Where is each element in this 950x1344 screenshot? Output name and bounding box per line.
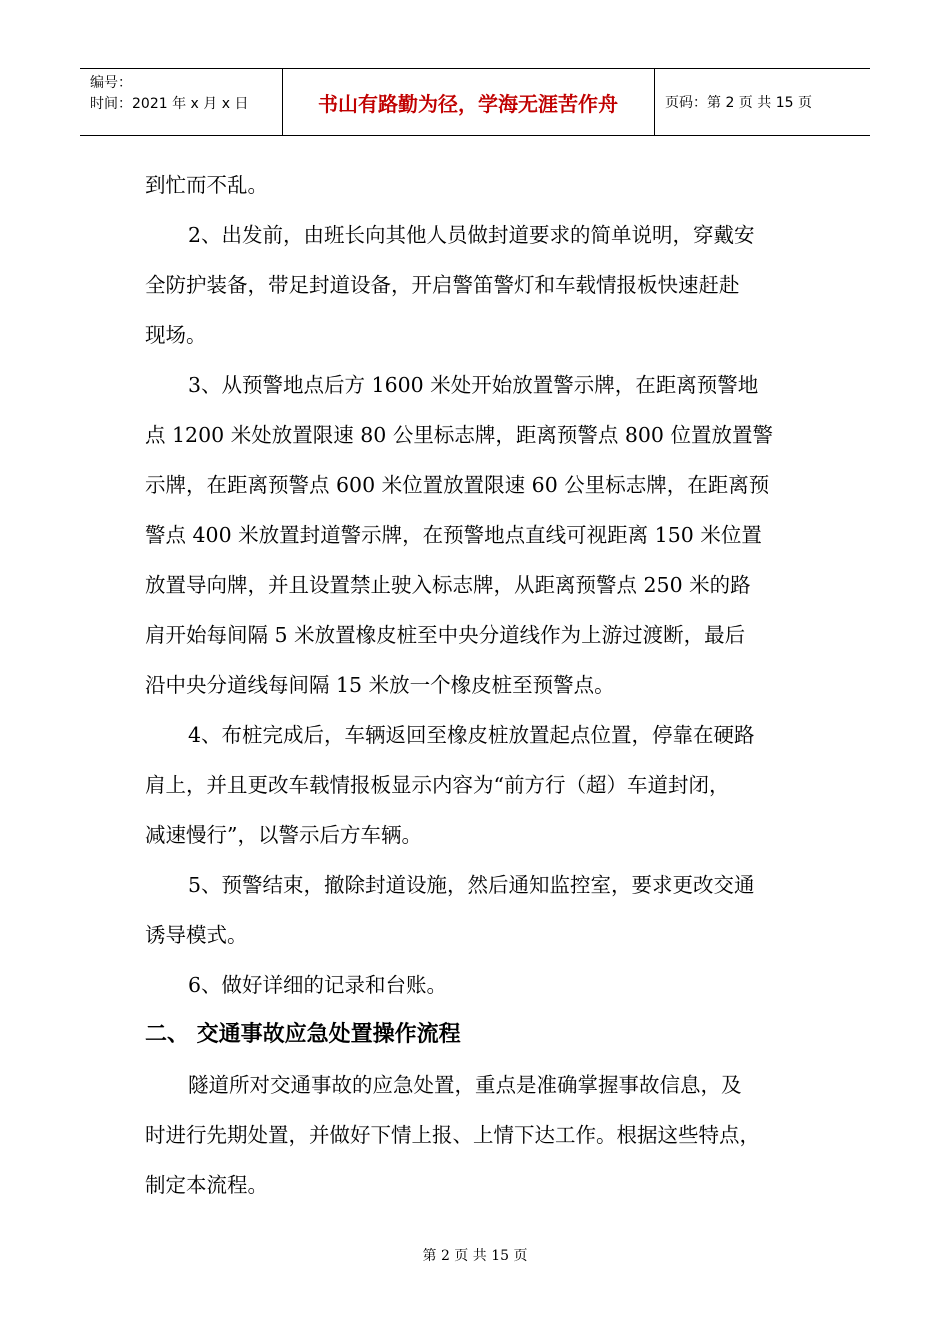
text-line: 放置导向牌，并且设置禁止驶入标志牌，从距离预警点 250 米的路 <box>145 573 751 597</box>
text-line: 全防护装备，带足封道设备，开启警笛警灯和车载情报板快速赶赴 <box>145 273 740 297</box>
header-divider-right <box>654 69 655 136</box>
header-page-info: 页码：第 2 页 共 15 页 <box>665 95 812 111</box>
text-line: 隧道所对交通事故的应急处置，重点是准确掌握事故信息，及 <box>188 1073 742 1097</box>
paragraph-step-5 <box>145 860 810 960</box>
text-line: 制定本流程。 <box>145 1173 268 1197</box>
text-line: 警点 400 米放置封道警示牌，在预警地点直线可视距离 150 米位置 <box>145 523 762 547</box>
text-line: 5、预警结束，撤除封道设施，然后通知监控室，要求更改交通 <box>188 873 755 897</box>
text-line: 肩开始每间隔 5 米放置橡皮桩至中央分道线作为上游过渡断，最后 <box>145 623 746 647</box>
text-line: 沿中央分道线每间隔 15 米放一个橡皮桩至预警点。 <box>145 673 615 697</box>
page-header <box>80 68 870 136</box>
page-footer: 第 2 页 共 15 页 <box>422 1248 528 1264</box>
text-line: 肩上，并且更改车载情报板显示内容为“前方行（超）车道封闭， <box>145 773 730 797</box>
text-line: 示牌，在距离预警点 600 米位置放置限速 60 公里标志牌，在距离预 <box>145 473 770 497</box>
paragraph-step-3 <box>145 360 810 710</box>
serial-label: 编号： <box>90 75 132 91</box>
paragraph-step-6 <box>145 960 810 1010</box>
paragraph-step-2 <box>145 210 810 360</box>
text-line: 时进行先期处置，并做好下情上报、上情下达工作。根据这些特点， <box>145 1123 760 1147</box>
text-line: 到忙而不乱。 <box>145 173 268 197</box>
document-body <box>145 160 810 1210</box>
paragraph-section-intro <box>145 1060 810 1210</box>
header-meta <box>90 73 248 115</box>
text-line: 点 1200 米处放置限速 80 公里标志牌，距离预警点 800 位置放置警 <box>145 423 773 447</box>
text-line: 诱导模式。 <box>145 923 248 947</box>
header-motto: 书山有路勤为径，学海无涯苦作舟 <box>318 92 618 116</box>
date-label: 时间：2021 年 x 月 x 日 <box>90 96 249 112</box>
text-line: 4、布桩完成后，车辆返回至橡皮桩放置起点位置，停靠在硬路 <box>188 723 755 747</box>
text-line: 减速慢行”，以警示后方车辆。 <box>145 823 422 847</box>
paragraph-step-4 <box>145 710 810 860</box>
text-line: 2、出发前，由班长向其他人员做封道要求的简单说明，穿戴安 <box>188 223 755 247</box>
text-line: 6、做好详细的记录和台账。 <box>188 973 448 997</box>
text-line: 现场。 <box>145 323 207 347</box>
section-heading: 二、 交通事故应急处置操作流程 <box>145 1022 461 1047</box>
text-line: 3、从预警地点后方 1600 米处开始放置警示牌，在距离预警地 <box>188 373 759 397</box>
paragraph-continuation <box>145 160 810 210</box>
